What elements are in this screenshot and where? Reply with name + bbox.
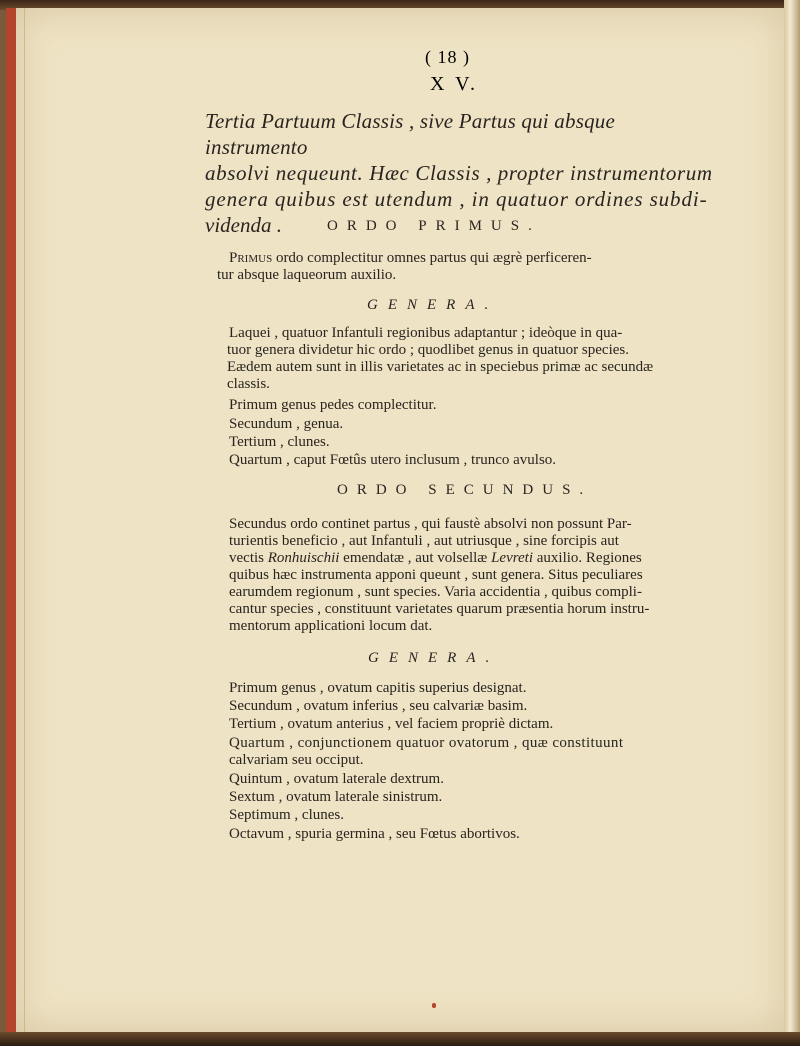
secundus-line-3a: vectis	[229, 550, 268, 566]
intro-line-1: Tertia Partuum Classis , sive Partus qui absque instrumento	[205, 109, 615, 159]
genera-heading-2: GENERA.	[368, 650, 500, 666]
author-name-levreti: Levreti	[491, 550, 533, 566]
secundus-line-1: Secundus ordo continet partus , qui faustè absolvi non possunt Par-	[229, 516, 632, 532]
secundus-line-4: quibus hæc instrumenta apponi queunt , sunt genera. Situs peculiares	[229, 567, 643, 583]
list-item: Primum genus , ovatum capitis superius designat.	[229, 680, 527, 696]
list-item: Quartum , conjunctionem quatuor ovatorum , quæ constituunt	[229, 735, 624, 751]
secundus-line-6: cantur species , constituunt varietates quarum præsentia horum instru-	[229, 601, 650, 617]
page-edge-right	[784, 0, 800, 1046]
intro-line-2: absolvi nequeunt. Hæc Classis , propter instrumentorum	[205, 161, 713, 185]
intro-line-4: videnda .	[205, 213, 282, 237]
ordo-secundus-heading: ORDO SECUNDUS.	[337, 482, 593, 498]
genera-1-line-1: Laquei , quatuor Infantuli regionibus adaptantur ; ideòque in qua-	[229, 325, 623, 341]
secundus-line-5: earumdem regionum , sunt species. Varia accidentia , quibus compli-	[229, 584, 642, 600]
ordo-secundus-paragraph	[229, 516, 721, 635]
secundus-line-3b: emendatæ , aut volsellæ	[339, 550, 492, 566]
gutter-line	[24, 8, 25, 1032]
genera-1-line-3: Eædem autem sunt in illis varietates ac in speciebus primæ ac secundæ	[227, 359, 654, 375]
secundus-line-7: mentorum applicationi locum dat.	[229, 618, 433, 634]
intro-line-3: genera quibus est utendum , in quatuor ordines subdi-	[205, 187, 708, 211]
list-item: Secundum , ovatum inferius , seu calvariæ basim.	[229, 698, 528, 714]
ordo-primus-line-2: tur absque laqueorum auxilio.	[217, 267, 397, 283]
list-item: Quartum , caput Fœtûs utero inclusum , trunco avulso.	[229, 452, 557, 468]
genera-1-line-4: classis.	[227, 376, 270, 392]
list-item: Octavum , spuria germina , seu Fœtus abortivos.	[229, 826, 520, 842]
list-item: Sextum , ovatum laterale sinistrum.	[229, 789, 443, 805]
list-item: calvariam seu occiput.	[229, 752, 364, 768]
ordo-primus-paragraph	[217, 250, 719, 284]
ordo-primus-line-1-rest: ordo complectitur omnes partus qui ægrè perficeren-	[272, 250, 592, 266]
list-item: Tertium , ovatum anterius , vel faciem propriè dictam.	[229, 716, 554, 732]
genera-heading-1: GENERA.	[367, 297, 499, 313]
secundus-line-2: turientis beneficio , aut Infantuli , aut utriusque , sine forcipis aut	[229, 533, 619, 549]
ordo-primus-line-1	[229, 250, 719, 267]
secundus-line-3c: auxilio. Regiones	[533, 550, 642, 566]
ordo-primus-lead: Primus	[229, 250, 273, 266]
ink-spot	[432, 1003, 436, 1008]
genera-1-line-2: tuor genera dividetur hic ordo ; quodlibet genus in quatuor species.	[227, 342, 629, 358]
list-item: Tertium , clunes.	[229, 434, 330, 450]
list-item: Secundum , genua.	[229, 416, 344, 432]
secundus-line-3	[229, 550, 721, 567]
ordo-primus-heading: ORDO PRIMUS.	[327, 218, 541, 234]
list-item: Septimum , clunes.	[229, 807, 344, 823]
bottom-edge	[0, 1032, 800, 1046]
list-item: Primum genus pedes complectitur.	[229, 397, 437, 413]
author-name-ronhuischii: Ronhuischii	[267, 550, 340, 566]
section-number: X V.	[430, 73, 478, 95]
page-number: ( 18 )	[425, 47, 470, 67]
list-item: Quintum , ovatum laterale dextrum.	[229, 771, 444, 787]
genera-paragraph-1	[229, 325, 719, 393]
